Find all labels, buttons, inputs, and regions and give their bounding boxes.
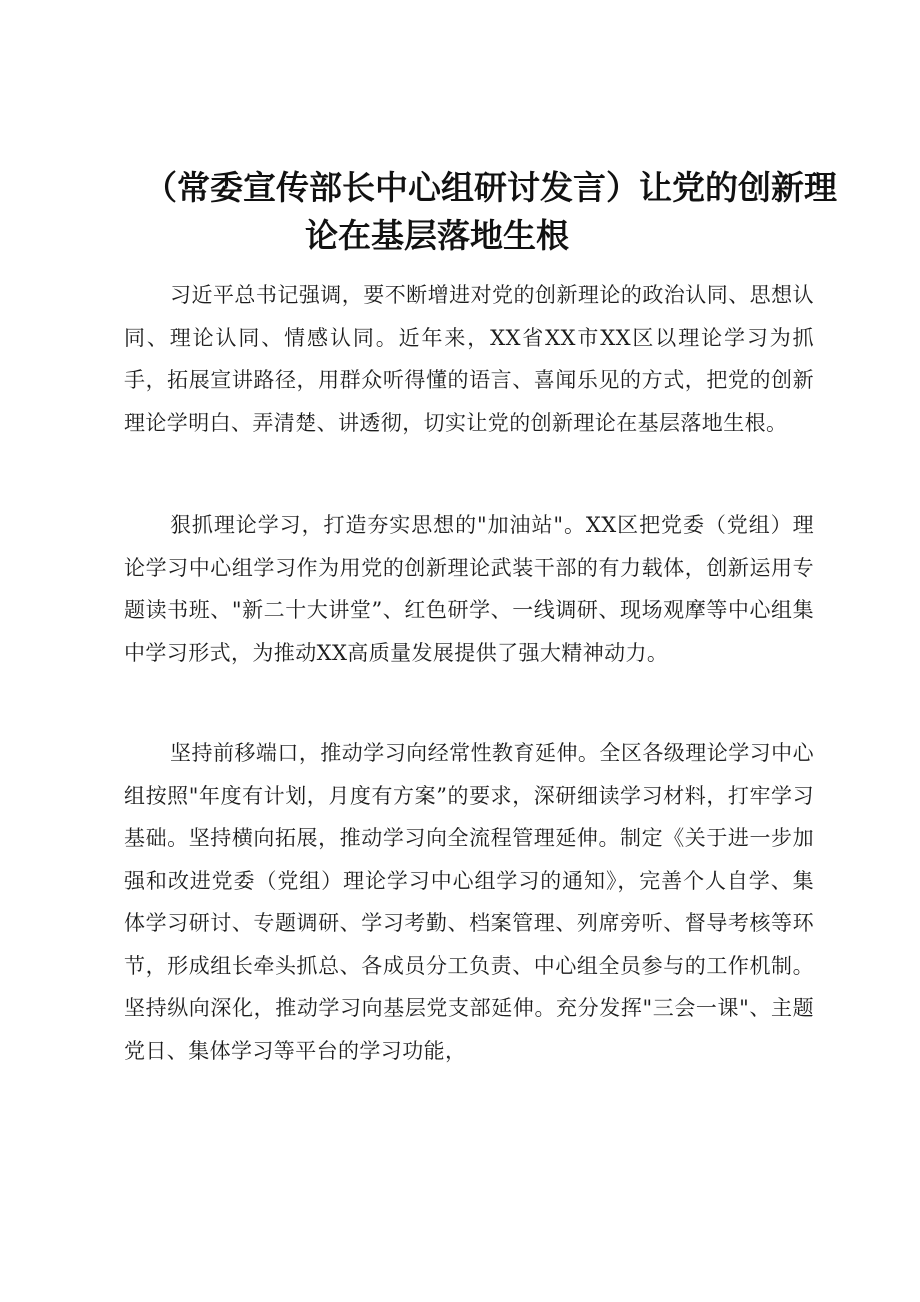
paragraph-2: 狠抓理论学习，打造夯实思想的"加油站"。XX区把党委（党组）理论学习中心组学习作为用党的创新理论武装干部的有力载体，创新运用专题读书班、"新二十大讲堂”、红色研学、一线调研、现场观摩等中心组集中学习形式，为推动XX高质量发展提供了强大精神动力。 [124,513,814,665]
paragraph-1: 习近平总书记强调，要不断增进对党的创新理论的政治认同、思想认同、理论认同、情感认同。近年来，XX省XX市XX区以理论学习为抓手，拓展宣讲路径，用群众听得懂的语言、喜闻乐见的方式，把党的创新理论学明白、弄清楚、讲透彻，切实让党的创新理论在基层落地生根。 [124,283,814,435]
title-line-2: 论在基层落地生根 [305,216,569,255]
title-line-1: （常委宣传部长中心组研讨发言）让党的创新理 [144,168,837,207]
document-title [130,164,837,260]
paragraph-3: 坚持前移端口，推动学习向经常性教育延伸。全区各级理论学习中心组按照"年度有计划，月度有方案”的要求，深研细读学习材料，打牢学习基础。坚持横向拓展，推动学习向全流程管理延伸。制定《关于进一步加强和改进党委（党组）理论学习中心组学习的通知》，完善个人自学、集体学习研讨、专题调研、学习考勤、档案管理、列席旁听、督导考核等环节，形成组长牵头抓总、各成员分工负责、中心组全员参与的工作机制。坚持纵向深化，推动学习向基层党支部延伸。充分发挥"三会一课"、主题党日、集体学习等平台的学习功能， [124,741,814,1063]
